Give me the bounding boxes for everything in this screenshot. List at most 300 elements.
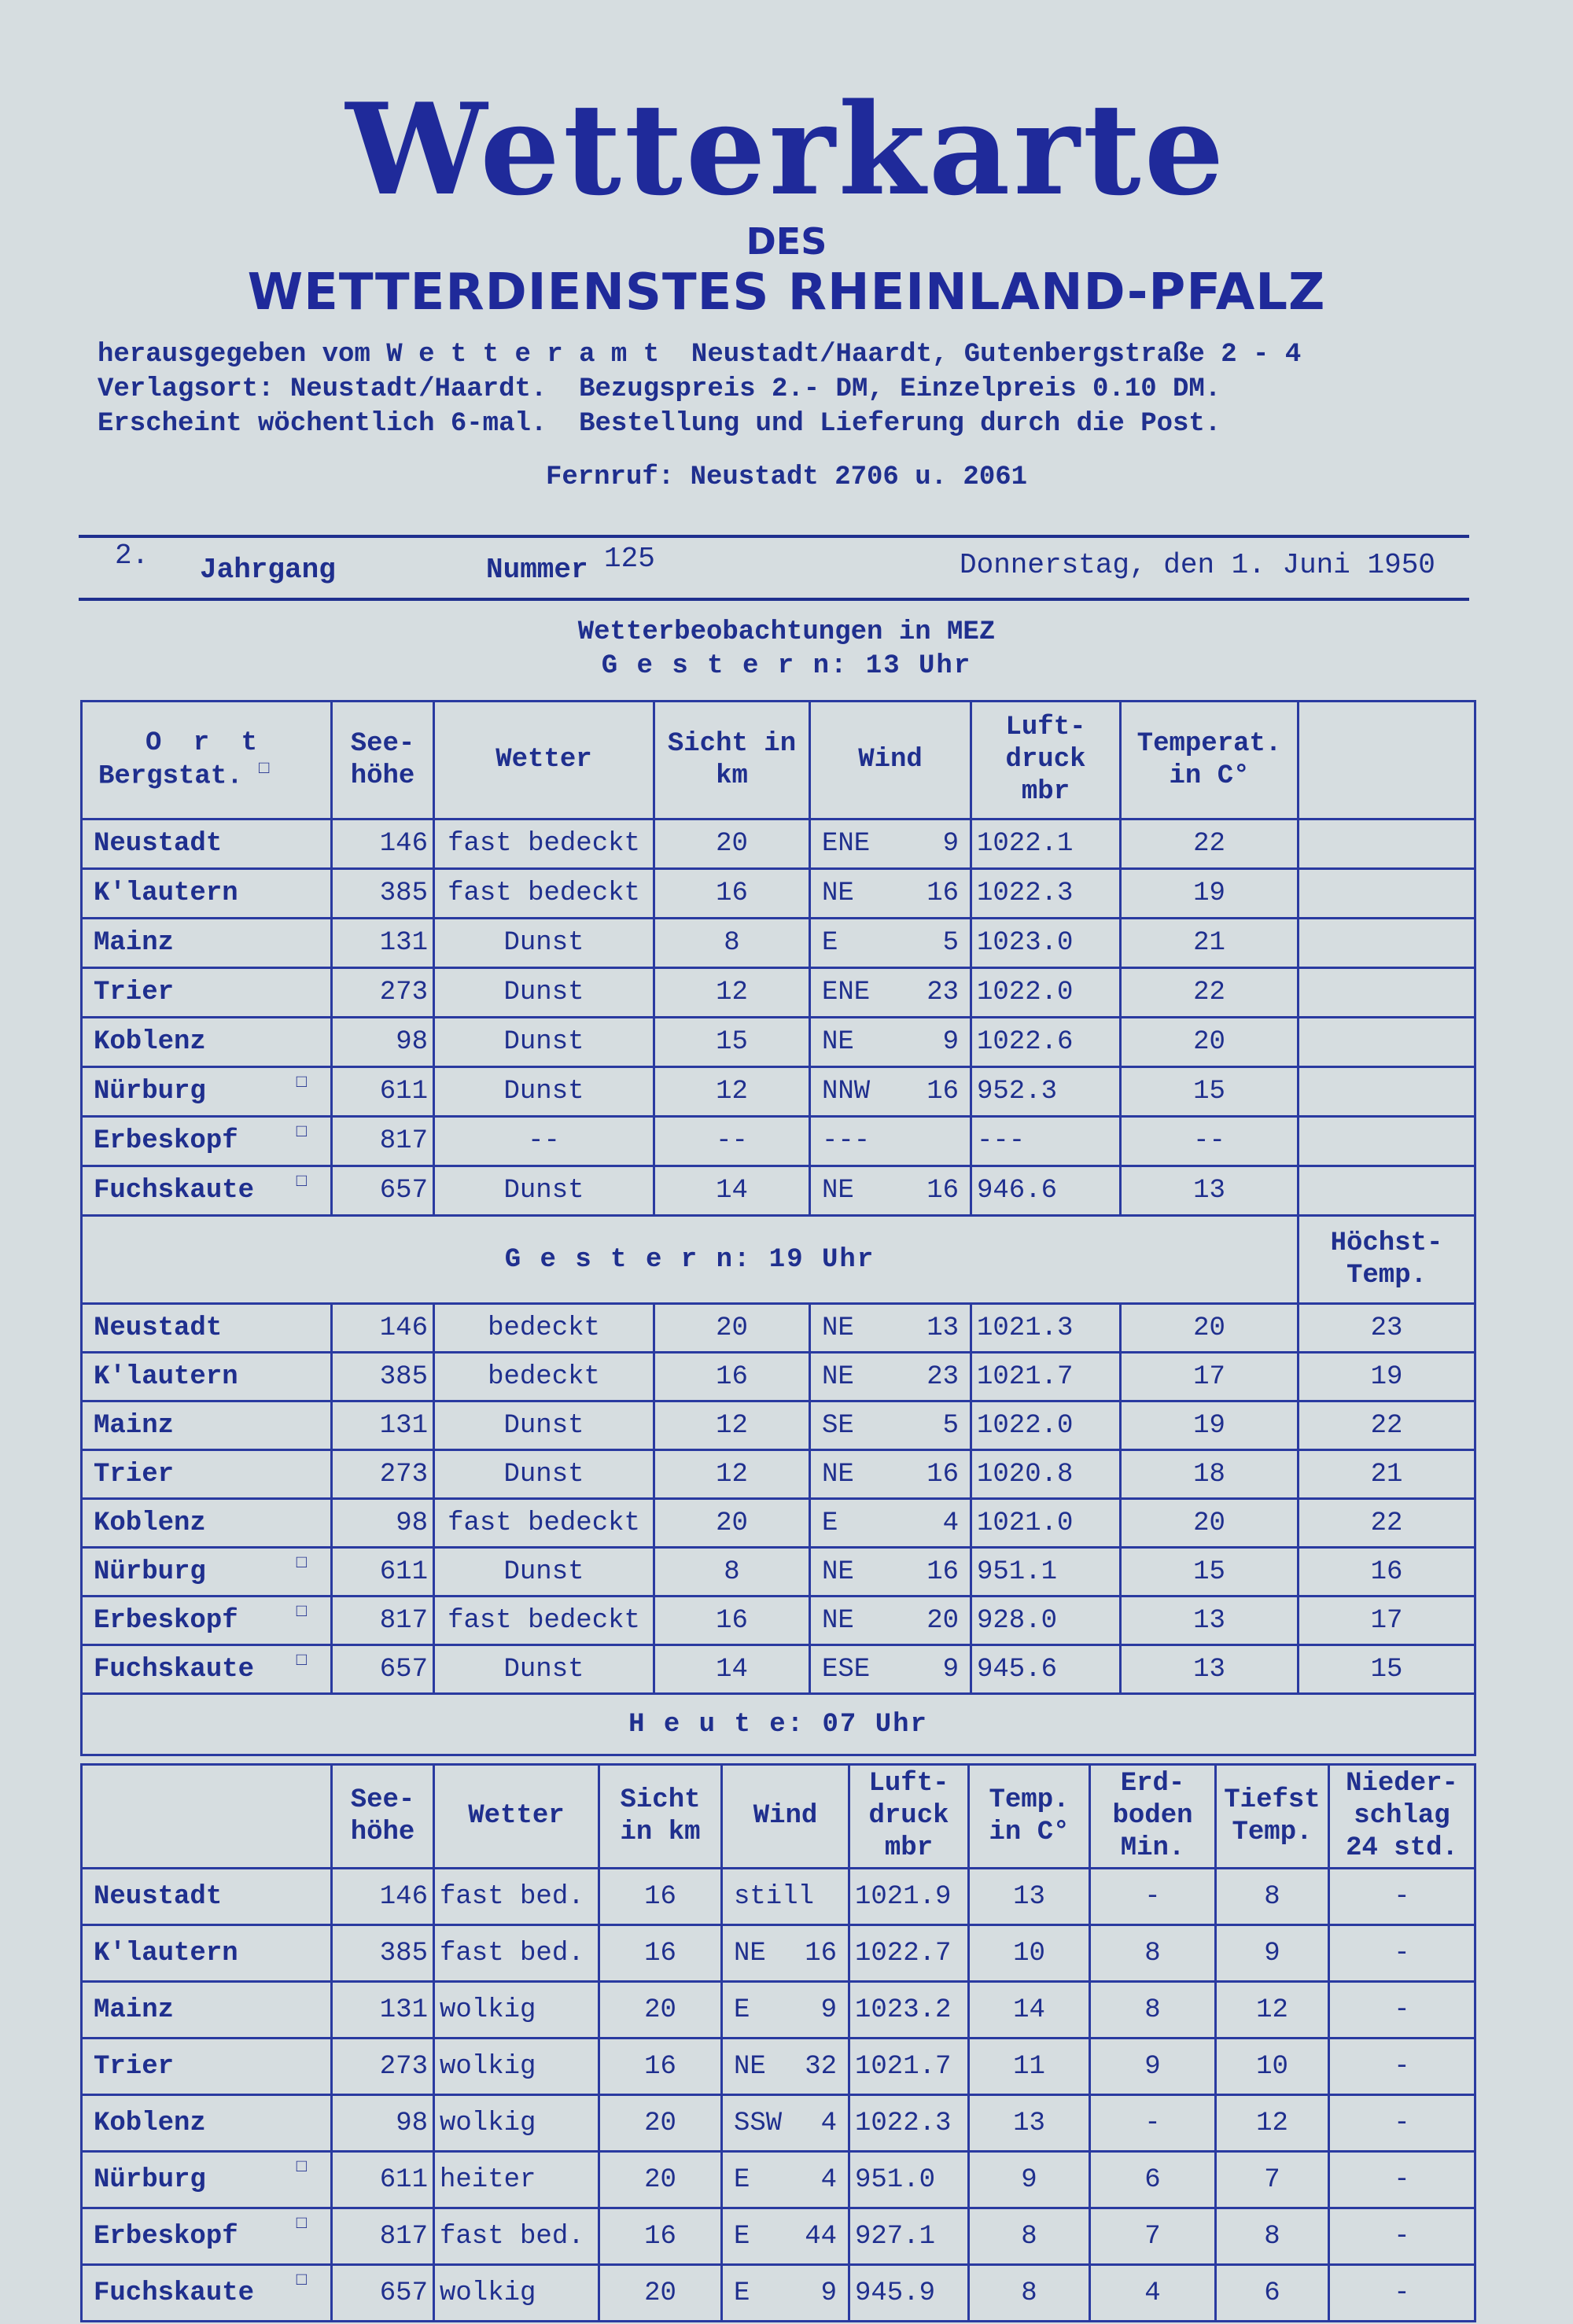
pressure-cell: 1021.9 xyxy=(849,1869,969,1925)
soil-min-cell: 4 xyxy=(1090,2265,1216,2322)
pressure-cell: 1021.7 xyxy=(971,1353,1121,1401)
visibility-cell: 20 xyxy=(599,1982,722,2039)
weather-cell: Dunst xyxy=(434,1401,654,1450)
pressure-cell: 951.1 xyxy=(971,1548,1121,1597)
wind-speed: 9 xyxy=(942,1027,959,1057)
wind-speed: 9 xyxy=(820,2278,837,2308)
elevation-cell: 611 xyxy=(332,1548,434,1597)
volume-number: 2. xyxy=(115,540,149,572)
wind-cell xyxy=(810,1401,971,1450)
wind-cell xyxy=(810,1018,971,1067)
observations-table-today xyxy=(80,1763,1476,2322)
wind-speed: 16 xyxy=(926,1176,959,1206)
table-row xyxy=(82,1117,1475,1166)
station-name: Fuchskaute xyxy=(94,1654,255,1685)
visibility-cell: 8 xyxy=(654,1548,810,1597)
station-name-cell xyxy=(82,2152,332,2208)
soil-min-cell: 9 xyxy=(1090,2039,1216,2095)
station-name-cell xyxy=(82,1548,332,1597)
table-row xyxy=(82,2152,1475,2208)
wind-direction: still xyxy=(734,1881,815,1912)
wind-speed: 13 xyxy=(926,1313,959,1343)
station-name-cell xyxy=(82,1117,332,1166)
station-name: Neustadt xyxy=(94,1881,223,1912)
temperature-cell: 8 xyxy=(969,2208,1090,2265)
weather-cell: fast bedeckt xyxy=(434,819,654,869)
wind-cell xyxy=(722,2152,849,2208)
pressure-cell: 928.0 xyxy=(971,1597,1121,1645)
weather-cell: fast bedeckt xyxy=(434,1499,654,1548)
header-tiefst: Tiefst Temp. xyxy=(1216,1765,1329,1869)
max-temperature-cell: 16 xyxy=(1299,1548,1475,1597)
header-sicht: Sicht in km xyxy=(654,702,810,819)
empty-cell xyxy=(1299,1117,1475,1166)
min-temperature-cell: 12 xyxy=(1216,1982,1329,2039)
header-temperatur: Temperat. in C° xyxy=(1121,702,1299,819)
section-yesterday-19: G e s t e r n: 19 Uhr xyxy=(82,1216,1299,1304)
table-row xyxy=(82,1925,1475,1982)
phone-line: Fernruf: Neustadt 2706 u. 2061 xyxy=(545,462,1028,492)
station-name-cell xyxy=(82,919,332,968)
station-name: Erbeskopf xyxy=(94,2221,238,2252)
table-row xyxy=(82,1401,1475,1450)
temperature-cell: 14 xyxy=(969,1982,1090,2039)
temperature-cell: 13 xyxy=(1121,1645,1299,1694)
soil-min-cell: 7 xyxy=(1090,2208,1216,2265)
wind-direction: SSW xyxy=(734,2108,783,2138)
elevation-cell: 657 xyxy=(332,2265,434,2322)
section-row-yesterday-19 xyxy=(82,1216,1475,1304)
wind-direction: NE xyxy=(734,2051,766,2082)
wind-direction: NE xyxy=(822,1176,854,1206)
station-name: Mainz xyxy=(94,928,175,958)
station-name: K'lautern xyxy=(94,1938,238,1969)
weather-cell: wolkig xyxy=(434,2039,599,2095)
masthead-title: Wetterkarte xyxy=(345,76,1228,223)
masthead-subtitle: WETTERDIENSTES RHEINLAND-PFALZ xyxy=(247,263,1326,322)
table-row xyxy=(82,1166,1475,1216)
station-name: Koblenz xyxy=(94,1027,206,1057)
table-row xyxy=(82,1869,1475,1925)
pricing-line: Verlagsort: Neustadt/Haardt. Bezugspreis 2.- DM, Einzelpreis 0.10 DM. xyxy=(98,374,1221,404)
weather-cell: heiter xyxy=(434,2152,599,2208)
temperature-cell: 15 xyxy=(1121,1548,1299,1597)
visibility-cell: 20 xyxy=(654,1304,810,1353)
pressure-cell: 952.3 xyxy=(971,1067,1121,1117)
visibility-cell: 16 xyxy=(654,1597,810,1645)
wind-direction: ENE xyxy=(822,829,871,859)
wind-direction: NNW xyxy=(822,1077,871,1107)
station-name-cell xyxy=(82,1450,332,1499)
pressure-cell: 1022.6 xyxy=(971,1018,1121,1067)
temperature-cell: 15 xyxy=(1121,1067,1299,1117)
station-name: Erbeskopf xyxy=(94,1605,238,1636)
weather-cell: fast bed. xyxy=(434,1925,599,1982)
soil-min-cell: 6 xyxy=(1090,2152,1216,2208)
station-name: Nürburg xyxy=(94,1077,206,1107)
wind-speed: 9 xyxy=(942,1654,959,1685)
header-wind: Wind xyxy=(810,702,971,819)
soil-min-cell: 8 xyxy=(1090,1925,1216,1982)
empty-cell xyxy=(1299,819,1475,869)
section-today-07: H e u t e: 07 Uhr xyxy=(82,1694,1475,1755)
empty-cell xyxy=(1299,1166,1475,1216)
elevation-cell: 98 xyxy=(332,2095,434,2152)
elevation-cell: 611 xyxy=(332,1067,434,1117)
visibility-cell: 20 xyxy=(599,2152,722,2208)
pressure-cell: 945.6 xyxy=(971,1645,1121,1694)
wind-cell xyxy=(810,819,971,869)
elevation-cell: 611 xyxy=(332,2152,434,2208)
wind-direction: SE xyxy=(822,1410,854,1441)
station-name-cell xyxy=(82,1597,332,1645)
wind-speed: 5 xyxy=(942,928,959,958)
wind-direction: E xyxy=(734,2278,750,2308)
volume-label: Jahrgang xyxy=(200,554,336,586)
header-sicht: Sicht in km xyxy=(599,1765,722,1869)
elevation-cell: 146 xyxy=(332,1869,434,1925)
weather-cell: Dunst xyxy=(434,1548,654,1597)
header-erdboden: Erd- boden Min. xyxy=(1090,1765,1216,1869)
station-name-cell xyxy=(82,1353,332,1401)
header-niederschlag: Nieder- schlag 24 std. xyxy=(1329,1765,1475,1869)
min-temperature-cell: 6 xyxy=(1216,2265,1329,2322)
table-row xyxy=(82,2095,1475,2152)
table-row xyxy=(82,1304,1475,1353)
visibility-cell: 20 xyxy=(654,819,810,869)
elevation-cell: 131 xyxy=(332,1982,434,2039)
station-name: Erbeskopf xyxy=(94,1126,238,1156)
max-temperature-cell: 15 xyxy=(1299,1645,1475,1694)
elevation-cell: 817 xyxy=(332,1117,434,1166)
header-seehoehe: See- höhe xyxy=(332,702,434,819)
pressure-cell: 1022.0 xyxy=(971,1401,1121,1450)
pressure-cell: 1022.0 xyxy=(971,968,1121,1018)
visibility-cell: 12 xyxy=(654,968,810,1018)
weather-cell: Dunst xyxy=(434,1067,654,1117)
wind-direction: NE xyxy=(734,1938,766,1969)
station-name: Neustadt xyxy=(94,1313,223,1343)
temperature-cell: 20 xyxy=(1121,1018,1299,1067)
mountain-marker-icon: □ xyxy=(296,2214,307,2234)
temperature-cell: 13 xyxy=(1121,1166,1299,1216)
temperature-cell: 13 xyxy=(1121,1597,1299,1645)
header-rule-bottom xyxy=(79,598,1469,601)
mountain-marker-icon: □ xyxy=(296,1651,307,1670)
wind-direction: NE xyxy=(822,1605,854,1636)
wind-cell xyxy=(810,1166,971,1216)
pressure-cell: 1022.1 xyxy=(971,819,1121,869)
weather-cell: fast bedeckt xyxy=(434,869,654,919)
temperature-cell: 9 xyxy=(969,2152,1090,2208)
table-row xyxy=(82,819,1475,869)
min-temperature-cell: 7 xyxy=(1216,2152,1329,2208)
wind-cell xyxy=(722,1925,849,1982)
min-temperature-cell: 12 xyxy=(1216,2095,1329,2152)
empty-cell xyxy=(1299,869,1475,919)
table-row xyxy=(82,1982,1475,2039)
wind-speed: 16 xyxy=(926,1459,959,1490)
elevation-cell: 657 xyxy=(332,1166,434,1216)
min-temperature-cell: 9 xyxy=(1216,1925,1329,1982)
visibility-cell: -- xyxy=(654,1117,810,1166)
wind-cell xyxy=(810,968,971,1018)
elevation-cell: 385 xyxy=(332,869,434,919)
pressure-cell: 1022.3 xyxy=(849,2095,969,2152)
header-ort-label: O r t xyxy=(146,727,266,758)
header-wetter: Wetter xyxy=(434,1765,599,1869)
pressure-cell: 1023.0 xyxy=(971,919,1121,968)
number-label: Nummer xyxy=(486,554,588,586)
elevation-cell: 385 xyxy=(332,1353,434,1401)
visibility-cell: 12 xyxy=(654,1067,810,1117)
wind-direction: NE xyxy=(822,878,854,908)
precipitation-cell: - xyxy=(1329,2265,1475,2322)
wind-speed: 20 xyxy=(926,1605,959,1636)
station-name: Neustadt xyxy=(94,829,223,859)
weather-cell: wolkig xyxy=(434,2095,599,2152)
elevation-cell: 385 xyxy=(332,1925,434,1982)
mountain-marker-icon: □ xyxy=(296,1073,307,1092)
weather-cell: Dunst xyxy=(434,919,654,968)
max-temperature-cell: 19 xyxy=(1299,1353,1475,1401)
wind-cell xyxy=(722,2039,849,2095)
empty-cell xyxy=(1299,919,1475,968)
pressure-cell: --- xyxy=(971,1117,1121,1166)
station-name-cell xyxy=(82,1067,332,1117)
temperature-cell: 8 xyxy=(969,2265,1090,2322)
station-name-cell xyxy=(82,2095,332,2152)
weather-cell: Dunst xyxy=(434,968,654,1018)
station-name-cell xyxy=(82,1645,332,1694)
station-name-cell xyxy=(82,1018,332,1067)
wind-cell xyxy=(810,1067,971,1117)
visibility-cell: 20 xyxy=(654,1499,810,1548)
soil-min-cell: - xyxy=(1090,2095,1216,2152)
wind-direction: NE xyxy=(822,1027,854,1057)
visibility-cell: 8 xyxy=(654,919,810,968)
temperature-cell: 21 xyxy=(1121,919,1299,968)
wind-speed: 4 xyxy=(820,2164,837,2195)
temperature-cell: 13 xyxy=(969,2095,1090,2152)
wind-cell xyxy=(810,869,971,919)
precipitation-cell: - xyxy=(1329,2152,1475,2208)
wind-speed: 16 xyxy=(926,878,959,908)
station-name: Fuchskaute xyxy=(94,1176,255,1206)
wind-cell xyxy=(810,1548,971,1597)
station-name: Koblenz xyxy=(94,1508,206,1538)
wind-speed: 9 xyxy=(820,1994,837,2025)
precipitation-cell: - xyxy=(1329,2039,1475,2095)
visibility-cell: 16 xyxy=(599,1925,722,1982)
mountain-marker-icon: □ xyxy=(296,1553,307,1573)
wind-direction: E xyxy=(822,1508,838,1538)
wind-cell xyxy=(810,1645,971,1694)
wind-direction: E xyxy=(822,928,838,958)
max-temperature-cell: 17 xyxy=(1299,1597,1475,1645)
elevation-cell: 146 xyxy=(332,1304,434,1353)
weather-cell: Dunst xyxy=(434,1166,654,1216)
header-empty xyxy=(1299,702,1475,819)
table-row xyxy=(82,1597,1475,1645)
header-empty xyxy=(82,1765,332,1869)
station-name: Mainz xyxy=(94,1410,175,1441)
elevation-cell: 146 xyxy=(332,819,434,869)
wind-cell xyxy=(810,1304,971,1353)
elevation-cell: 817 xyxy=(332,1597,434,1645)
wind-speed: 4 xyxy=(942,1508,959,1538)
wind-direction: NE xyxy=(822,1459,854,1490)
pressure-cell: 1023.2 xyxy=(849,1982,969,2039)
table-row xyxy=(82,1645,1475,1694)
max-temperature-cell: 22 xyxy=(1299,1499,1475,1548)
pressure-cell: 1021.0 xyxy=(971,1499,1121,1548)
weather-cell: Dunst xyxy=(434,1450,654,1499)
visibility-cell: 12 xyxy=(654,1450,810,1499)
masthead-des: DES xyxy=(746,220,827,263)
table-row xyxy=(82,1499,1475,1548)
station-name: Trier xyxy=(94,978,175,1007)
weather-cell: Dunst xyxy=(434,1645,654,1694)
station-name: Nürburg xyxy=(94,1556,206,1587)
temperature-cell: 10 xyxy=(969,1925,1090,1982)
wind-cell xyxy=(810,919,971,968)
wind-speed: 23 xyxy=(926,978,959,1007)
issue-date: Donnerstag, den 1. Juni 1950 xyxy=(960,549,1435,581)
temperature-cell: 22 xyxy=(1121,819,1299,869)
wind-speed: 4 xyxy=(820,2108,837,2138)
pressure-cell: 1021.7 xyxy=(849,2039,969,2095)
station-name-cell xyxy=(82,2039,332,2095)
station-name-cell xyxy=(82,819,332,869)
table-row xyxy=(82,1353,1475,1401)
elevation-cell: 273 xyxy=(332,968,434,1018)
wind-cell xyxy=(722,1869,849,1925)
station-name-cell xyxy=(82,1982,332,2039)
weather-cell: bedeckt xyxy=(434,1304,654,1353)
precipitation-cell: - xyxy=(1329,1869,1475,1925)
mountain-marker-icon: □ xyxy=(259,759,270,779)
wind-speed: 9 xyxy=(942,829,959,859)
weather-cell: fast bed. xyxy=(434,1869,599,1925)
wind-direction: NE xyxy=(822,1556,854,1587)
station-name: Trier xyxy=(94,2051,175,2082)
weather-cell: fast bedeckt xyxy=(434,1597,654,1645)
pressure-cell: 951.0 xyxy=(849,2152,969,2208)
temperature-cell: 20 xyxy=(1121,1499,1299,1548)
table-row xyxy=(82,1548,1475,1597)
pressure-cell: 1022.3 xyxy=(971,869,1121,919)
temperature-cell: 17 xyxy=(1121,1353,1299,1401)
wind-direction: E xyxy=(734,2221,750,2252)
visibility-cell: 16 xyxy=(599,2208,722,2265)
station-name-cell xyxy=(82,2208,332,2265)
wind-speed: 16 xyxy=(926,1077,959,1107)
wind-cell xyxy=(810,1499,971,1548)
visibility-cell: 16 xyxy=(599,1869,722,1925)
table-row xyxy=(82,919,1475,968)
wind-cell xyxy=(810,1353,971,1401)
station-name: K'lautern xyxy=(94,878,238,908)
temperature-cell: 19 xyxy=(1121,869,1299,919)
section-row-today-07 xyxy=(82,1694,1475,1755)
table-row xyxy=(82,869,1475,919)
temperature-cell: 20 xyxy=(1121,1304,1299,1353)
weather-cell: -- xyxy=(434,1117,654,1166)
station-name-cell xyxy=(82,968,332,1018)
station-name: Nürburg xyxy=(94,2164,206,2195)
empty-cell xyxy=(1299,1018,1475,1067)
header-rule-top xyxy=(79,535,1469,538)
pressure-cell: 1021.3 xyxy=(971,1304,1121,1353)
wind-cell xyxy=(810,1597,971,1645)
empty-cell xyxy=(1299,1067,1475,1117)
min-temperature-cell: 10 xyxy=(1216,2039,1329,2095)
visibility-cell: 20 xyxy=(599,2095,722,2152)
wind-speed: 5 xyxy=(942,1410,959,1441)
min-temperature-cell: 8 xyxy=(1216,1869,1329,1925)
wind-cell xyxy=(810,1450,971,1499)
empty-cell xyxy=(1299,968,1475,1018)
visibility-cell: 20 xyxy=(599,2265,722,2322)
visibility-cell: 12 xyxy=(654,1401,810,1450)
mountain-marker-icon: □ xyxy=(296,1602,307,1622)
max-temperature-cell: 22 xyxy=(1299,1401,1475,1450)
delivery-line: Erscheint wöchentlich 6-mal. Bestellung und Lieferung durch die Post. xyxy=(98,409,1221,439)
elevation-cell: 98 xyxy=(332,1018,434,1067)
weather-cell: wolkig xyxy=(434,2265,599,2322)
issue-number: 125 xyxy=(604,543,655,575)
pressure-cell: 945.9 xyxy=(849,2265,969,2322)
precipitation-cell: - xyxy=(1329,1925,1475,1982)
pressure-cell: 1020.8 xyxy=(971,1450,1121,1499)
visibility-cell: 16 xyxy=(654,1353,810,1401)
visibility-cell: 16 xyxy=(654,869,810,919)
header-wetter: Wetter xyxy=(434,702,654,819)
wind-cell xyxy=(722,1982,849,2039)
pressure-cell: 927.1 xyxy=(849,2208,969,2265)
wind-direction: --- xyxy=(822,1126,871,1156)
min-temperature-cell: 8 xyxy=(1216,2208,1329,2265)
visibility-cell: 16 xyxy=(599,2039,722,2095)
temperature-cell: 13 xyxy=(969,1869,1090,1925)
station-name: K'lautern xyxy=(94,1361,238,1392)
wind-direction: ENE xyxy=(822,978,871,1007)
pressure-cell: 1022.7 xyxy=(849,1925,969,1982)
temperature-cell: 22 xyxy=(1121,968,1299,1018)
table-header-row xyxy=(82,1765,1475,1869)
section-yesterday-13: G e s t e r n: 13 Uhr xyxy=(601,651,972,681)
header-luftdruck: Luft- druck mbr xyxy=(849,1765,969,1869)
table-row xyxy=(82,2039,1475,2095)
visibility-cell: 14 xyxy=(654,1645,810,1694)
max-temperature-cell: 21 xyxy=(1299,1450,1475,1499)
table-row xyxy=(82,1450,1475,1499)
precipitation-cell: - xyxy=(1329,2208,1475,2265)
visibility-cell: 15 xyxy=(654,1018,810,1067)
wind-cell xyxy=(722,2208,849,2265)
station-name: Trier xyxy=(94,1459,175,1490)
weather-cell: fast bed. xyxy=(434,2208,599,2265)
header-luftdruck: Luft- druck mbr xyxy=(971,702,1121,819)
wind-cell xyxy=(722,2265,849,2322)
temperature-cell: -- xyxy=(1121,1117,1299,1166)
table-row xyxy=(82,1067,1475,1117)
station-name-cell xyxy=(82,1304,332,1353)
wind-direction: ESE xyxy=(822,1654,871,1685)
soil-min-cell: 8 xyxy=(1090,1982,1216,2039)
header-bergstat-label: Bergstat. xyxy=(98,761,243,792)
